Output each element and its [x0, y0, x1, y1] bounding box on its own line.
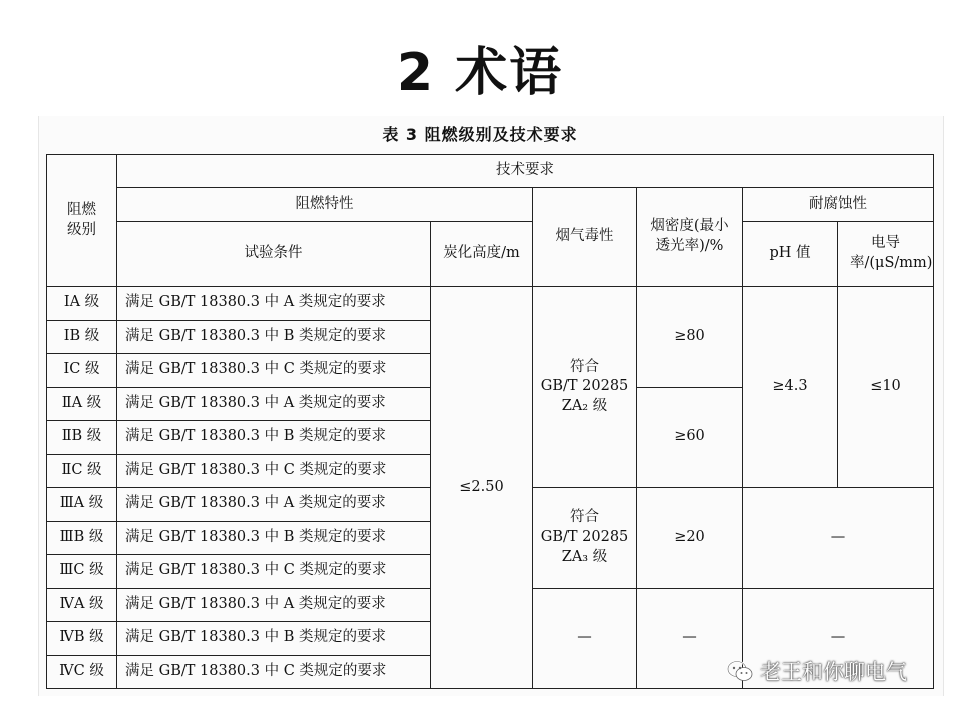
conductivity-value: ≤10 — [838, 287, 934, 488]
smoke-density-none: — — [637, 588, 743, 689]
toxicity-za2 — [533, 287, 637, 488]
header-smoke-toxicity: 烟气毒性 — [533, 188, 637, 287]
row-grade: ⅠB 级 — [47, 320, 117, 354]
row-grade: ⅠA 级 — [47, 287, 117, 321]
header-test-condition: 试验条件 — [117, 222, 431, 287]
row-condition: 满足 GB/T 18380.3 中 C 类规定的要求 — [117, 655, 431, 689]
smoke-density-60: ≥60 — [637, 387, 743, 488]
row-grade: ⅡA 级 — [47, 387, 117, 421]
row-condition: 满足 GB/T 18380.3 中 A 类规定的要求 — [117, 387, 431, 421]
row-grade: ⅣB 级 — [47, 622, 117, 656]
toxicity-za3-line3: ZA₃ 级 — [561, 548, 608, 565]
toxicity-za3 — [533, 488, 637, 589]
char-height-value: ≤2.50 — [431, 287, 533, 689]
row-condition: 满足 GB/T 18380.3 中 A 类规定的要求 — [117, 588, 431, 622]
header-smoke-density: 烟密度(最小透光率)/% — [637, 188, 743, 287]
row-condition: 满足 GB/T 18380.3 中 C 类规定的要求 — [117, 555, 431, 589]
ph-value: ≥4.3 — [743, 287, 838, 488]
row-grade: ⅡC 级 — [47, 454, 117, 488]
row-condition: 满足 GB/T 18380.3 中 C 类规定的要求 — [117, 354, 431, 388]
row-grade: ⅢA 级 — [47, 488, 117, 522]
row-grade: ⅡB 级 — [47, 421, 117, 455]
toxicity-za2-line3: ZA₂ 级 — [561, 397, 608, 414]
watermark — [726, 656, 907, 686]
header-grade: 阻燃级别 — [47, 155, 117, 287]
smoke-density-20: ≥20 — [637, 488, 743, 589]
row-grade: ⅣA 级 — [47, 588, 117, 622]
row-grade: ⅢB 级 — [47, 521, 117, 555]
header-tech-requirements: 技术要求 — [117, 155, 934, 188]
flame-retardant-table — [46, 154, 934, 689]
toxicity-none: — — [533, 588, 637, 689]
toxicity-za3-line2: GB/T 20285 — [540, 528, 629, 545]
header-corrosion: 耐腐蚀性 — [743, 188, 934, 222]
row-condition: 满足 GB/T 18380.3 中 A 类规定的要求 — [117, 287, 431, 321]
wechat-icon — [726, 659, 754, 683]
row-condition: 满足 GB/T 18380.3 中 B 类规定的要求 — [117, 622, 431, 656]
row-condition: 满足 GB/T 18380.3 中 B 类规定的要求 — [117, 320, 431, 354]
row-grade: ⅠC 级 — [47, 354, 117, 388]
row-grade: ⅢC 级 — [47, 555, 117, 589]
row-condition: 满足 GB/T 18380.3 中 B 类规定的要求 — [117, 421, 431, 455]
smoke-density-80: ≥80 — [637, 287, 743, 388]
corrosion-none-1: — — [743, 488, 934, 589]
header-char-height: 炭化高度/m — [431, 222, 533, 287]
toxicity-za2-line2: GB/T 20285 — [540, 378, 629, 395]
toxicity-za2-line1: 符合 — [570, 358, 599, 375]
corrosion-none-2: — — [743, 588, 934, 689]
header-flame-characteristics: 阻燃特性 — [117, 188, 533, 222]
watermark-text: 老王和你聊电气 — [760, 660, 907, 684]
row-condition: 满足 GB/T 18380.3 中 A 类规定的要求 — [117, 488, 431, 522]
slide-title: 2 术语 — [396, 43, 564, 103]
row-grade: ⅣC 级 — [47, 655, 117, 689]
toxicity-za3-line1: 符合 — [570, 509, 599, 526]
header-ph: pH 值 — [743, 222, 838, 287]
header-conductivity: 电导率/(μS/mm) — [838, 222, 934, 287]
row-condition: 满足 GB/T 18380.3 中 C 类规定的要求 — [117, 454, 431, 488]
table-caption: 表 3 阻燃级别及技术要求 — [382, 125, 578, 144]
row-condition: 满足 GB/T 18380.3 中 B 类规定的要求 — [117, 521, 431, 555]
